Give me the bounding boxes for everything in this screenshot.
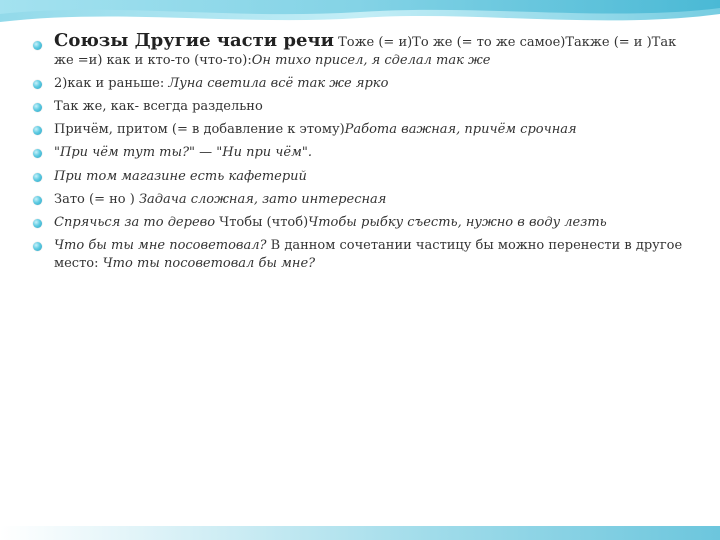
bullet-icon (33, 219, 42, 228)
item-example: Спрячься за то дерево (54, 214, 216, 230)
slide-content (32, 32, 692, 278)
list-item (32, 237, 692, 272)
list-item (32, 144, 692, 162)
item-example: Чтобы рыбку съесть, нужно в воду лезть (308, 214, 607, 230)
bullet-icon (33, 103, 42, 112)
bullet-icon (33, 173, 42, 182)
item-text: В данном сочетании частицу бы можно перенести в другое место: (54, 238, 683, 271)
item-text: 2)как и раньше: (54, 75, 169, 91)
slide-title: Союзы Другие части речи (54, 30, 334, 51)
list-item (32, 168, 692, 186)
list-item (32, 98, 692, 116)
bullet-list (32, 32, 692, 272)
item-text: Так же, как- всегда раздельно (54, 98, 263, 114)
item-example: Он тихо присел, я сделал так же (251, 52, 491, 68)
bullet-icon (33, 80, 42, 89)
top-wave-decoration (0, 0, 720, 30)
item-example: Задача сложная, зато интересная (138, 191, 387, 207)
list-item (32, 75, 692, 93)
list-item (32, 32, 692, 69)
item-text: Чтобы (чтоб) (215, 214, 309, 230)
list-item (32, 191, 692, 209)
bullet-icon (33, 149, 42, 158)
item-example: "При чём тут ты?" — "Ни при чём". (54, 145, 312, 161)
item-example: Что бы ты мне посоветовал? (54, 238, 267, 254)
bottom-gradient-bar (0, 526, 720, 540)
item-text: Причём, притом (= в добавление к этому) (54, 122, 345, 138)
bullet-icon (33, 196, 42, 205)
item-example: Луна светила всё так же ярко (168, 75, 389, 91)
bullet-icon (33, 126, 42, 135)
bullet-icon (33, 41, 42, 50)
bullet-icon (33, 242, 42, 251)
item-text: Зато (= но ) (54, 191, 139, 207)
item-text: Тоже (= и)То же (= то же самое)Также (= и )Так же =и) как и кто-то (что-то): (54, 35, 677, 68)
item-example: При том магазине есть кафетерий (54, 168, 307, 184)
list-item (32, 214, 692, 232)
item-example: Что ты посоветовал бы мне? (102, 255, 316, 271)
list-item (32, 121, 692, 139)
item-example: Работа важная, причём срочная (344, 122, 577, 138)
